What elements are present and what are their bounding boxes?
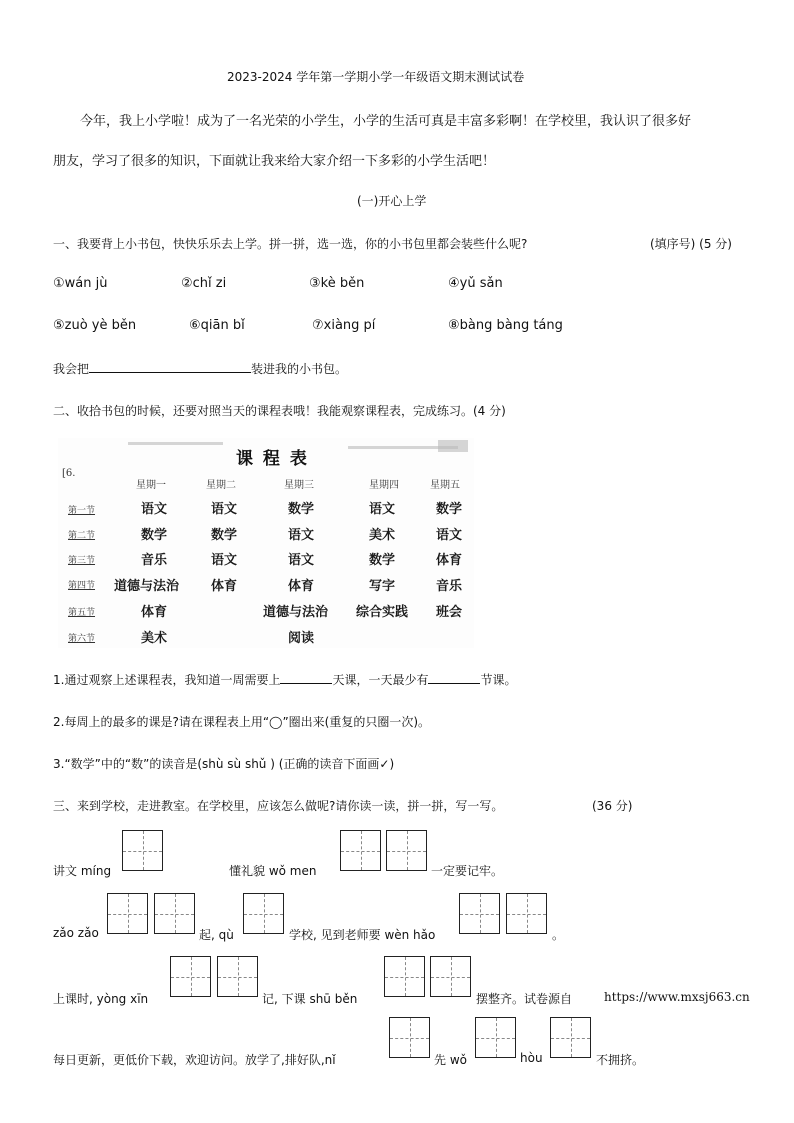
- tianzi-grid[interactable]: [384, 956, 425, 997]
- schedule-cell: 语文: [436, 528, 463, 543]
- q3-line2-b: 起, qù: [199, 928, 234, 942]
- check-icon: ✓: [379, 757, 390, 771]
- q1-option-4: ④yǔ sǎn: [448, 276, 503, 291]
- q3-line4-d: 不拥挤。: [596, 1053, 645, 1067]
- q2-sub-1: 1.通过观察上述课程表，我知道一周需要上 天课，一天最少有 节课。: [53, 673, 517, 687]
- schedule-cell: 道德与法治: [263, 605, 329, 620]
- schedule-cell: 语文: [211, 553, 238, 568]
- q3-prompt: 三、来到学校，走进教室。在学校里，应该怎么做呢?请你读一读，拼一拼，写一写。: [53, 799, 504, 813]
- schedule-cell: 美术: [141, 631, 168, 646]
- tianzi-grid[interactable]: [550, 1017, 591, 1058]
- schedule-cell: 体育: [436, 553, 463, 568]
- intro-line-1: 今年，我上小学啦！成为了一名光荣的小学生，小学的生活可真是丰富多彩啊！在学校里，我认识了很多好: [80, 114, 692, 129]
- schedule-cell: 美术: [369, 528, 396, 543]
- schedule-period-4: 第四节: [68, 581, 96, 591]
- q1-option-2: ②chǐ zi: [181, 276, 227, 291]
- q1-option-8: ⑧bàng bàng táng: [448, 318, 563, 333]
- section-title: (一)开心上学: [357, 194, 427, 208]
- q1-option-5: ⑤zuò yè běn: [53, 318, 137, 333]
- schedule-cell: 数学: [436, 502, 463, 517]
- schedule-cell: 语文: [288, 553, 315, 568]
- q1-option-1: ①wán jù: [53, 276, 108, 291]
- schedule-cell: 数学: [211, 528, 238, 543]
- q1-answer-blank[interactable]: [89, 360, 251, 373]
- schedule-cell: 写字: [369, 579, 396, 594]
- q3-line1-c: 一定要记牢。: [431, 864, 504, 878]
- q1-option-6: ⑥qiān bǐ: [189, 318, 245, 333]
- tianzi-grid[interactable]: [389, 1017, 430, 1058]
- q3-line4-a: 每日更新，更低价下载，欢迎访问。放学了,排好队,nǐ: [53, 1053, 336, 1067]
- q3-score: (36 分): [592, 799, 633, 813]
- q3-line2-c: 学校, 见到老师要 wèn hǎo: [289, 928, 436, 942]
- q3-line1-b: 懂礼貌 wǒ men: [229, 864, 317, 878]
- schedule-cell: 道德与法治: [114, 579, 180, 594]
- q2-sub-2: 2.每周上的最多的课是?请在课程表上用“◯”圈出来(重复的只圈一次)。: [53, 715, 431, 729]
- q3-line1-a: 讲文 míng: [53, 864, 112, 878]
- q3-line3-a: 上课时, yòng xīn: [53, 992, 149, 1006]
- q1-option-3: ③kè běn: [309, 276, 365, 291]
- schedule-cell: 数学: [369, 553, 396, 568]
- schedule-cell: 语文: [211, 502, 238, 517]
- tianzi-grid[interactable]: [243, 893, 284, 934]
- q3-line3-c: 摆整齐。试卷源自: [476, 992, 573, 1006]
- tianzi-grid[interactable]: [340, 830, 381, 871]
- tianzi-grid[interactable]: [506, 893, 547, 934]
- q1-option-7: ⑦xiàng pí: [312, 318, 376, 333]
- schedule-day-4: 星期四: [369, 480, 399, 491]
- page-title: 2023-2024 学年第一学期小学一年级语文期末测试试卷: [227, 70, 525, 84]
- schedule-period-6: 第六节: [68, 634, 96, 644]
- tianzi-grid[interactable]: [430, 956, 471, 997]
- source-url[interactable]: https://www.mxsj663.cn: [604, 990, 750, 1004]
- q2-days-blank[interactable]: [280, 671, 332, 684]
- schedule-cell: 数学: [141, 528, 168, 543]
- schedule-cell: 班会: [436, 605, 463, 620]
- schedule-day-2: 星期二: [206, 480, 236, 491]
- q1-note: (填序号) (5 分): [650, 237, 732, 251]
- schedule-cell: 数学: [288, 502, 315, 517]
- q1-prompt: 一、我要背上小书包，快快乐乐去上学。拼一拼，选一选，你的小书包里都会装些什么呢?: [53, 237, 528, 251]
- q3-line4-c: hòu: [520, 1051, 543, 1065]
- tianzi-grid[interactable]: [386, 830, 427, 871]
- schedule-cell: 语文: [288, 528, 315, 543]
- tianzi-grid[interactable]: [122, 830, 163, 871]
- schedule-day-3: 星期三: [284, 480, 314, 491]
- q2-prompt: 二、收拾书包的时候，还要对照当天的课程表哦！我能观察课程表，完成练习。(4 分): [53, 404, 506, 418]
- q3-line4-b: 先 wǒ: [434, 1053, 467, 1067]
- schedule-day-5: 星期五: [430, 480, 460, 491]
- tianzi-grid[interactable]: [475, 1017, 516, 1058]
- tianzi-grid[interactable]: [459, 893, 500, 934]
- q2-periods-blank[interactable]: [428, 671, 480, 684]
- schedule-corner: [6.: [62, 468, 76, 479]
- schedule-cell: 音乐: [141, 553, 168, 568]
- schedule-period-3: 第三节: [68, 556, 96, 566]
- q1-answer-line: 我会把 装进我的小书包。: [53, 362, 348, 376]
- q2-sub-3: 3.“数学”中的“数”的读音是(shù sù shǔ ) (正确的读音下面画✓): [53, 757, 395, 771]
- tianzi-grid[interactable]: [170, 956, 211, 997]
- schedule-cell: 语文: [369, 502, 396, 517]
- q3-line2-a: zǎo zǎo: [53, 926, 99, 940]
- schedule-day-1: 星期一: [136, 480, 166, 491]
- schedule-title: 课 程 表: [236, 449, 309, 469]
- tianzi-grid[interactable]: [154, 893, 195, 934]
- schedule-cell: 体育: [211, 579, 238, 594]
- schedule-cell: 综合实践: [356, 605, 409, 620]
- schedule-period-2: 第二节: [68, 531, 96, 541]
- schedule-cell: 语文: [141, 502, 168, 517]
- schedule-cell: 音乐: [436, 579, 463, 594]
- q3-line2-d: 。: [552, 928, 565, 942]
- schedule-image: [58, 438, 474, 648]
- tianzi-grid[interactable]: [107, 893, 148, 934]
- schedule-cell: 体育: [288, 579, 315, 594]
- schedule-period-5: 第五节: [68, 608, 96, 618]
- tianzi-grid[interactable]: [217, 956, 258, 997]
- schedule-period-1: 第一节: [68, 506, 96, 516]
- q3-line3-b: 记, 下课 shū běn: [262, 992, 358, 1006]
- schedule-cell: 体育: [141, 605, 168, 620]
- intro-line-2: 朋友，学习了很多的知识，下面就让我来给大家介绍一下多彩的小学生活吧！: [53, 154, 496, 169]
- schedule-cell: 阅读: [288, 631, 315, 646]
